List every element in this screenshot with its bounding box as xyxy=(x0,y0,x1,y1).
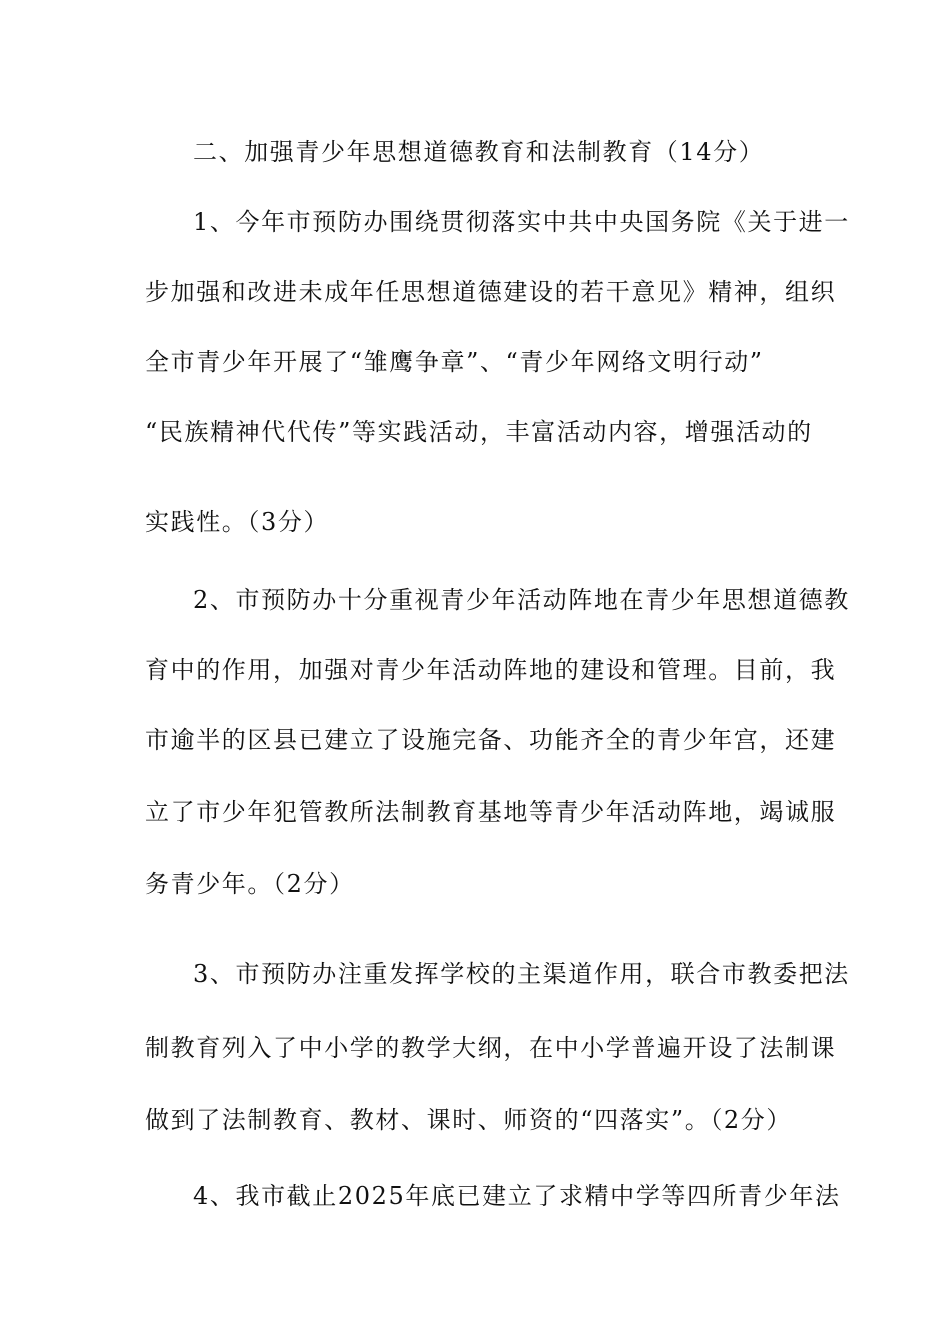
paragraph-1-line-1: 1、今年市预防办围绕贯彻落实中共中央国务院《关于进一 xyxy=(193,208,850,236)
paragraph-2-line-1: 2、市预防办十分重视青少年活动阵地在青少年思想道德教 xyxy=(193,586,850,614)
paragraph-3-line-3: 做到了法制教育、教材、课时、师资的“四落实”。（2分） xyxy=(145,1106,793,1134)
paragraph-3-line-2: 制教育列入了中小学的教学大纲，在中小学普遍开设了法制课 xyxy=(145,1034,837,1062)
paragraph-1-line-2: 步加强和改进未成年任思想道德建设的若干意见》精神，组织 xyxy=(145,278,837,306)
paragraph-1-line-3: 全市青少年开展了“雏鹰争章”、“青少年网络文明行动” xyxy=(145,348,764,376)
paragraph-2-line-4: 立了市少年犯管教所法制教育基地等青少年活动阵地，竭诚服 xyxy=(145,798,837,826)
paragraph-1-line-5: 实践性。（3分） xyxy=(145,508,330,536)
paragraph-2-line-5: 务青少年。（2分） xyxy=(145,870,355,898)
paragraph-1-line-4: “民族精神代代传”等实践活动，丰富活动内容，增强活动的 xyxy=(145,418,813,446)
paragraph-4-line-1: 4、我市截止2025年底已建立了求精中学等四所青少年法 xyxy=(193,1182,841,1210)
paragraph-2-line-2: 育中的作用，加强对青少年活动阵地的建设和管理。目前，我 xyxy=(145,656,837,684)
paragraph-3-line-1: 3、市预防办注重发挥学校的主渠道作用，联合市教委把法 xyxy=(193,960,850,988)
paragraph-2-line-3: 市逾半的区县已建立了设施完备、功能齐全的青少年宫，还建 xyxy=(145,726,837,754)
section-heading: 二、加强青少年思想道德教育和法制教育（14分） xyxy=(193,138,765,166)
